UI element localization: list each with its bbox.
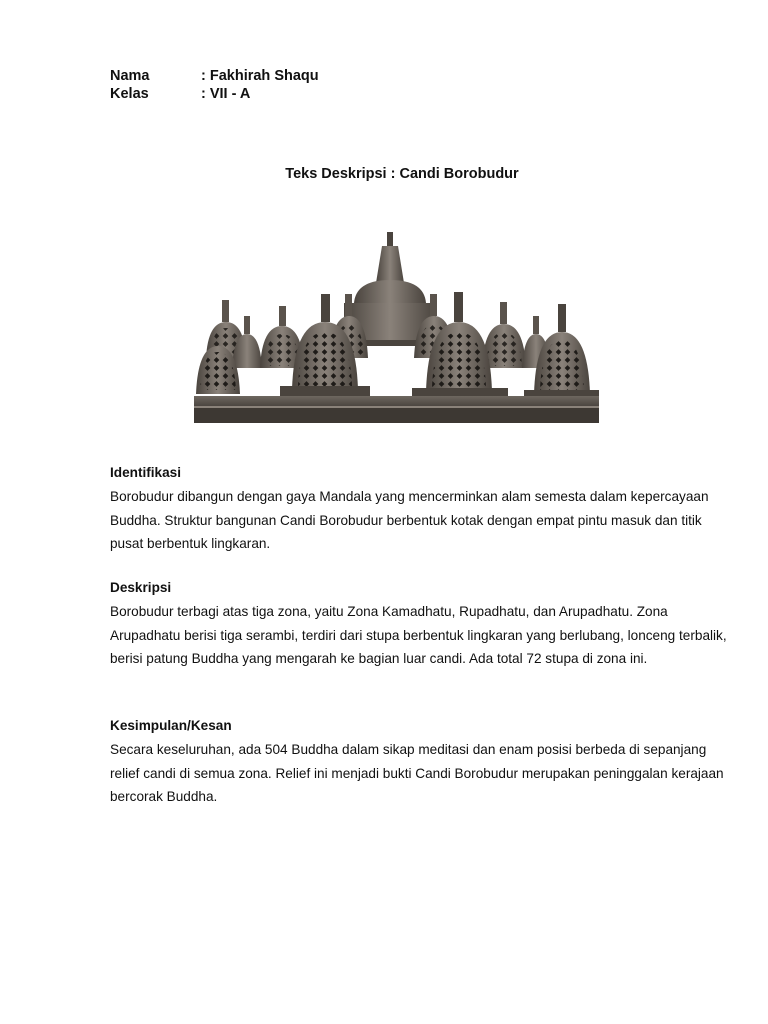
description-heading: Deskripsi xyxy=(110,580,172,595)
conclusion-heading: Kesimpulan/Kesan xyxy=(110,718,232,733)
name-label: Nama xyxy=(110,68,150,84)
name-value: : Fakhirah Shaqu xyxy=(201,68,319,84)
class-value: : VII - A xyxy=(201,86,251,102)
section-description xyxy=(110,578,730,671)
description-body: Borobudur terbagi atas tiga zona, yaitu Zona Kamadhatu, Rupadhatu, dan Arupadhatu. Zona Arupadhatu berisi tiga serambi, terdiri dari stupa berbentuk lingkaran yang berlubang, lonceng terbalik, berisi patung Buddha yang mengarah ke bagian luar candi. Ada total 72 stupa di zona ini. xyxy=(110,604,727,666)
conclusion-body: Secara keseluruhan, ada 504 Buddha dalam sikap meditasi dan enam posisi berbeda di sepanjang relief candi di semua zona. Relief ini menjadi bukti Candi Borobudur merupakan peninggalan kerajaan bercorak Buddha. xyxy=(110,742,724,804)
name-row xyxy=(110,67,319,85)
section-conclusion xyxy=(110,716,730,809)
temple-terrace xyxy=(194,396,599,423)
identification-body: Borobudur dibangun dengan gaya Mandala yang mencerminkan alam semesta dalam kepercayaan Buddha. Struktur bangunan Candi Borobudur berbentuk kotak dengan empat pintu masuk dan titik pusat berbentuk lingkaran. xyxy=(110,489,709,551)
borobudur-illustration xyxy=(194,228,599,423)
section-identification xyxy=(110,463,730,556)
student-info xyxy=(110,67,319,103)
identification-heading: Identifikasi xyxy=(110,465,182,480)
document-title: Teks Deskripsi : Candi Borobudur xyxy=(285,166,519,182)
class-label: Kelas xyxy=(110,86,149,102)
borobudur-photo xyxy=(194,228,599,423)
class-row xyxy=(110,85,319,103)
